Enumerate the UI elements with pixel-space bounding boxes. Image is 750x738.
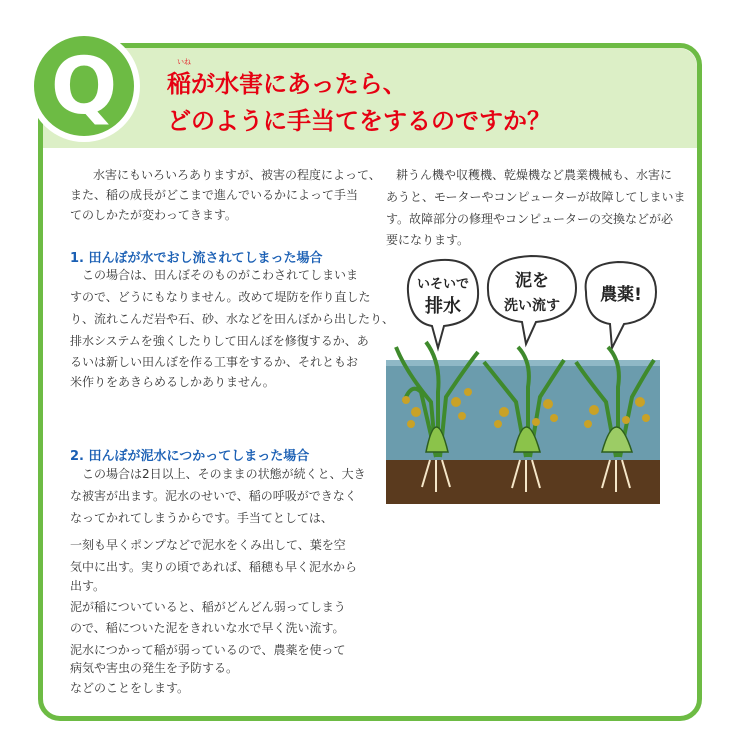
section2-line: なってかれてしまうからです。手当てとしては、 <box>70 511 333 525</box>
section2-line: 泥が稲についていると、稲がどんどん弱ってしまう <box>70 600 346 614</box>
bubble-text: 農薬! <box>600 285 642 305</box>
bubble-text: 洗い流す <box>504 298 560 314</box>
section1-line: り、流れこんだ岩や石、砂、水などを田んぼから出したり、 <box>70 312 395 326</box>
section2-line: 泥水につかって稲が弱っているので、農薬を使って <box>70 643 346 657</box>
section1-line: 排水システムを強くしたりして田んぼを修復するか、あ <box>70 334 369 348</box>
section1-line: 米作りをあきらめるしかありません。 <box>70 375 275 389</box>
flooded-rice-illustration <box>386 252 660 504</box>
speech-bubble-pesticide <box>586 262 656 348</box>
section2-line: ので、稲についた泥をきれいな水で早く洗い流す。 <box>70 621 345 635</box>
section1-line: すので、どうにもなりません。改めて堤防を作り直した <box>70 290 371 304</box>
title-line-2: どのように手当てをするのですか？ <box>167 107 551 135</box>
bubble-text: いそいで <box>416 277 470 292</box>
right-line: す。故障部分の修理やコンピューターの交換などが必 <box>386 212 674 226</box>
right-line: 耕うん機や収穫機、乾燥機など農業機械も、水害に <box>396 168 673 182</box>
title-ruby: いね <box>177 58 191 66</box>
speech-bubble-drain <box>408 260 478 348</box>
title-line-1: 稲が水害にあったら、 <box>167 70 407 98</box>
bubble-text: 泥を <box>515 271 549 291</box>
section2-line: 一刻も早くポンプなどで泥水をくみ出して、葉を空 <box>70 538 346 552</box>
intro-line: また、稲の成長がどこまで進んでいるかによって手当 <box>70 188 359 202</box>
section2-line: などのことをします。 <box>70 681 190 695</box>
speech-bubble-wash <box>488 256 576 344</box>
section2-line: 病気や害虫の発生を予防する。 <box>70 661 239 675</box>
section2-line: 気中に出す。実りの頃であれば、稲穂も早く泥水から <box>70 560 358 574</box>
q-letter: Q <box>50 42 118 132</box>
right-line: あうと、モーターやコンピューターが故障してしまいま <box>386 190 686 204</box>
section1-heading: 1. 田んぼが水でおし流されてしまった場合 <box>70 251 323 266</box>
section2-line: な被害が出ます。泥水のせいで、稲の呼吸ができなく <box>70 489 357 503</box>
section2-heading: 2. 田んぼが泥水につかってしまった場合 <box>70 449 310 464</box>
intro-line: てのしかたが変わってきます。 <box>70 208 237 222</box>
intro-line: 水害にもいろいろありますが、被害の程度によって、 <box>93 168 381 182</box>
section1-line: この場合は、田んぼそのものがこわされてしまいま <box>82 268 359 282</box>
section1-line: るいは新しい田んぼを作る工事をするか、それともお <box>70 355 359 369</box>
section2-line: この場合は2日以上、そのままの状態が続くと、大き <box>82 467 366 481</box>
q-badge <box>28 30 140 142</box>
section2-line: 出す。 <box>70 579 106 593</box>
right-line: 要になります。 <box>386 233 470 247</box>
bubble-text: 排水 <box>425 296 461 317</box>
